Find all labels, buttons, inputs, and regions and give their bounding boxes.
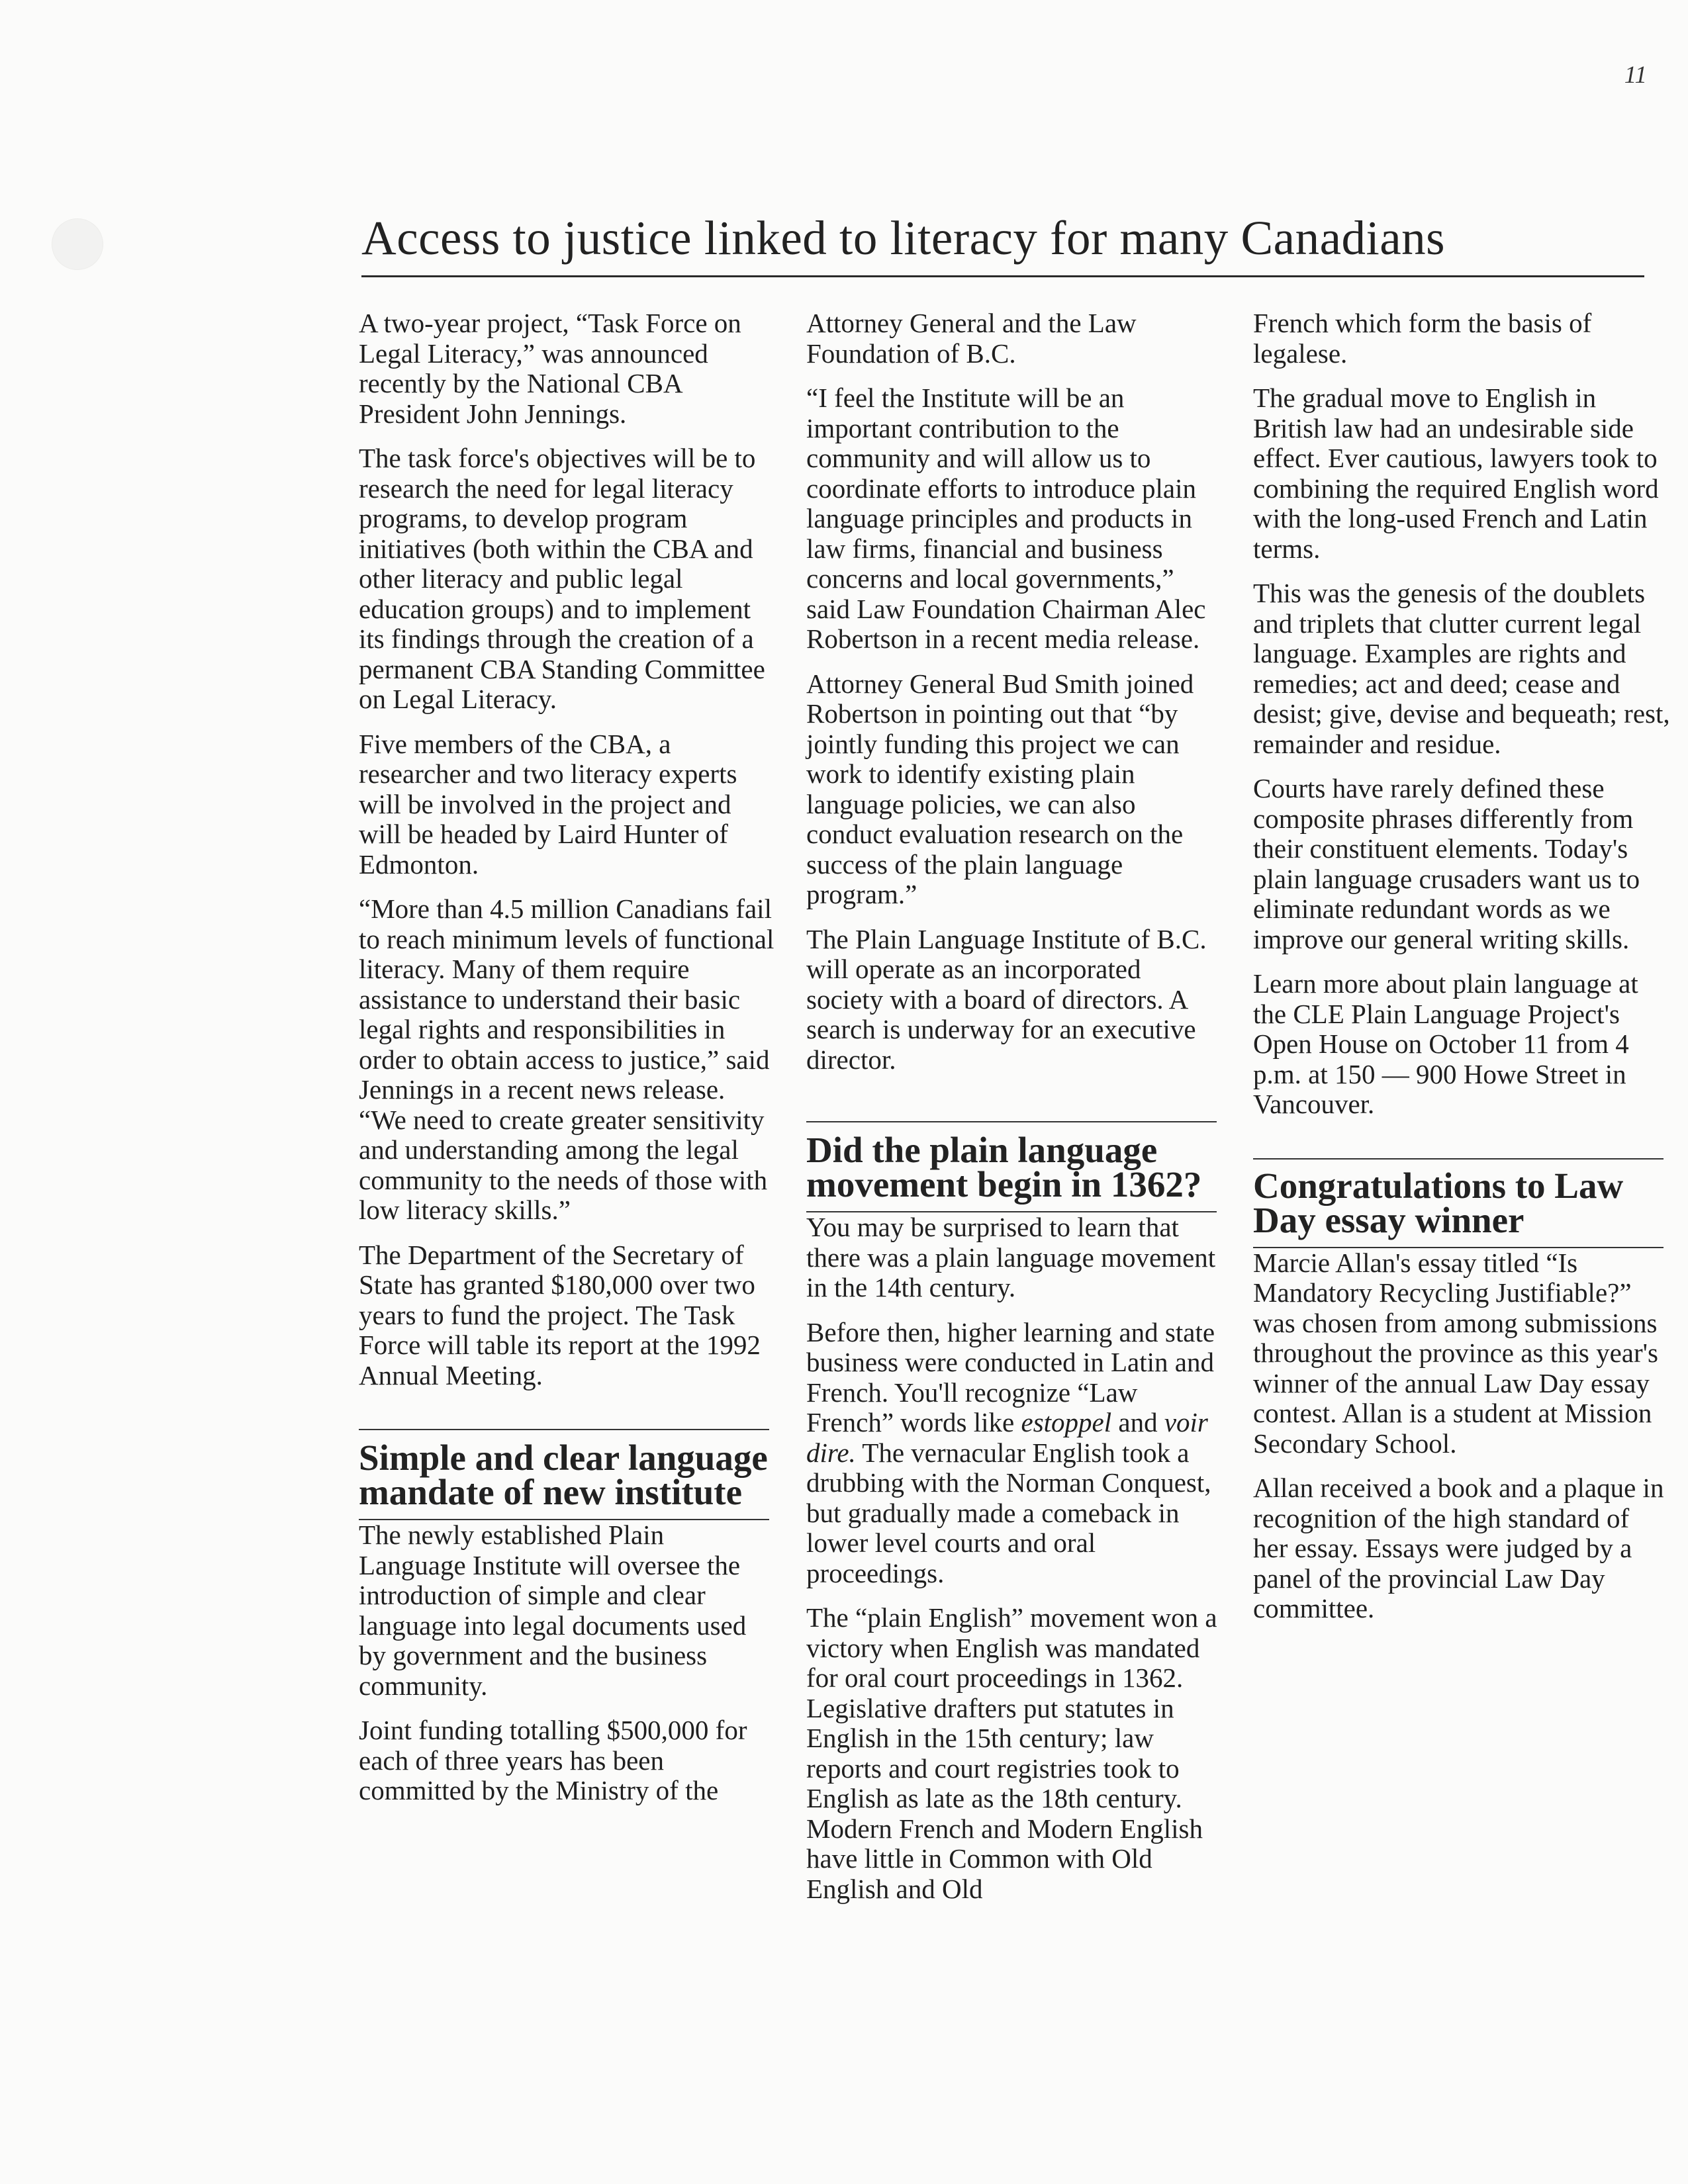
page-number: 11 [1624, 62, 1647, 89]
paragraph: The Plain Language Institute of B.C. will operate as an incorporated society with a board of directors. A search is underway for an executive director. [806, 923, 1207, 1075]
paragraph: You may be surprised to learn that there was a plain language movement in the 14th century. [806, 1212, 1216, 1302]
column-2 [806, 308, 1223, 1919]
paragraph: “I feel the Institute will be an important contribution to the community and will allow us to coordinate efforts to introduce plain language principles and products in law firms, financial and business concerns and local governments,” said Law Foundation Chairman Alec Robertson in a recent media release. [806, 383, 1206, 654]
article-title: Access to justice linked to literacy for many Canadians [361, 211, 1446, 265]
punch-hole [52, 218, 103, 270]
section-heading-congratulations: Congratulations to Law Day essay winner [1253, 1165, 1624, 1240]
term-voir-dire: voir dire. [806, 1407, 1208, 1468]
section-header-institute [359, 1429, 776, 1520]
text-run: Before then, higher learning and state business were conducted in Latin and French. You'll recognize “Law French” words like [806, 1316, 1215, 1437]
section-rule-top [806, 1121, 1217, 1122]
paragraph: The Department of the Secretary of State has granted $180,000 over two years to fund the project. The Task Force will table its report at the 1992 Annual Meeting. [359, 1239, 761, 1390]
text-run: The vernacular English took a drubbing with the Norman Conquest, but gradually made a comeback in lower level courts and oral proceedings. [806, 1437, 1211, 1588]
paragraph-law-french [806, 1318, 1223, 1589]
column-1 [359, 308, 776, 1821]
paragraph: The newly established Plain Language Institute will oversee the introduction of simple and clear language into legal documents used by government and the business community. [359, 1520, 747, 1701]
section-heading-1362: Did the plain language movement begin in 1362? [806, 1130, 1202, 1205]
paragraph: Attorney General and the Law Foundation of B.C. [806, 308, 1137, 369]
section-header-congratulations [1253, 1158, 1670, 1248]
title-rule [361, 275, 1644, 277]
paragraph: “More than 4.5 million Canadians fail to reach minimum levels of functional literacy. Many of them require assistance to understand their basic legal rights and responsibilities in order to obtain access to justice,” said Jennings in a recent news release. “We need to create greater sensitivity and understanding among the legal community to the needs of those with low literacy skills.” [359, 893, 774, 1225]
paragraph: Learn more about plain language at the CLE Plain Language Project's Open House on October 11 from 4 p.m. at 150 — 900 Howe Street in Vancouver. [1253, 968, 1638, 1119]
paragraph: This was the genesis of the doublets and triplets that clutter current legal language. Examples are rights and remedies; act and deed; cease and desist; give, devise and bequeath; rest, remainder and residue. [1253, 578, 1670, 759]
text-run: and [1111, 1407, 1164, 1437]
term-estoppel: estoppel [1021, 1407, 1112, 1437]
paragraph: The task force's objectives will be to research the need for legal literacy programs, to develop program initiatives (both within the CBA and other literacy and public legal education groups) and to implement its findings through the creation of a permanent CBA Standing Committee on Legal Literacy. [359, 443, 765, 714]
paragraph: A two-year project, “Task Force on Legal Literacy,” was announced recently by the National CBA President John Jennings. [359, 308, 741, 429]
paragraph: The gradual move to English in British law had an undesirable side effect. Ever cautious, lawyers took to combining the required English word with the long-used French and Latin terms. [1253, 383, 1659, 564]
section-rule-top [1253, 1158, 1664, 1160]
section-header-1362 [806, 1121, 1223, 1212]
paragraph: French which form the basis of legalese. [1253, 308, 1592, 369]
paragraph: Marcie Allan's essay titled “Is Mandatory Recycling Justifiable?” was chosen from among submissions throughout the province as this year's winner of the annual Law Day essay contest. Allan is a student at Mission Secondary School. [1253, 1247, 1658, 1459]
column-3 [1253, 308, 1670, 1639]
paragraph: The “plain English” movement won a victory when English was mandated for oral court proceedings in 1362. Legislative drafters put statutes in English in the 15th century; law reports and court registries took to English as late as the 18th century. Modern French and Modern English have little in Common with Old English and Old [806, 1602, 1217, 1904]
paragraph: Joint funding totalling $500,000 for each of three years has been committed by the Ministry of the [359, 1715, 747, 1805]
paragraph: Courts have rarely defined these composite phrases differently from their constituent elements. Today's plain language crusaders want us to eliminate redundant words as we improve our general writing skills. [1253, 773, 1640, 954]
paragraph: Five members of the CBA, a researcher and two literacy experts will be involved in the project and will be headed by Laird Hunter of Edmonton. [359, 728, 737, 880]
paragraph: Allan received a book and a plaque in recognition of the high standard of her essay. Essays were judged by a panel of the provincial Law Day committee. [1253, 1473, 1664, 1623]
paragraph: Attorney General Bud Smith joined Robertson in pointing out that “by jointly funding this project we can work to identify existing plain language policies, we can also conduct evaluation research on the success of the plain language program.” [806, 668, 1194, 909]
section-heading-institute: Simple and clear language mandate of new institute [359, 1437, 768, 1512]
section-rule-top [359, 1429, 769, 1430]
